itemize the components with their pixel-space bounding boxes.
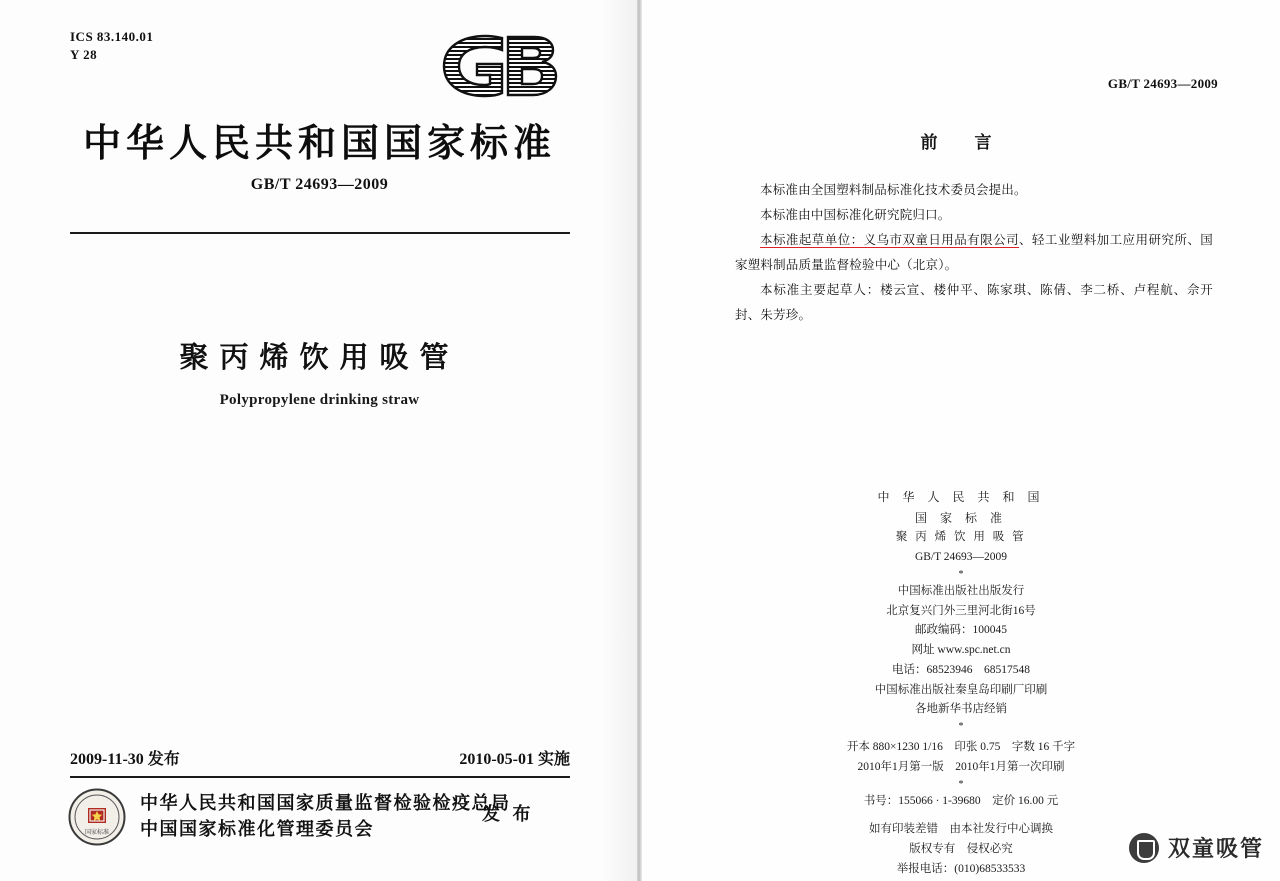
date-row	[70, 746, 570, 768]
running-header-standard-number: GB/T 24693—2009	[1107, 76, 1218, 91]
divider-bottom	[70, 776, 570, 778]
issuer-block	[140, 790, 511, 842]
colophon-line-14: 2010年1月第一版 2010年1月第一次印刷	[857, 760, 1065, 773]
brand-watermark	[1129, 832, 1264, 863]
colophon-line-1: 国 家 标 准	[914, 510, 1007, 525]
standard-number: GB/T 24693—2009	[250, 176, 389, 193]
colophon-line-12: *	[958, 721, 964, 733]
foreword-page	[642, 0, 1280, 881]
ics-block	[70, 28, 153, 63]
colophon-line-8: 网址 www.spc.net.cn	[911, 644, 1011, 657]
foreword-title: 前 言	[920, 133, 1002, 152]
page-title: 中华人民共和国国家标准	[82, 123, 556, 165]
divider-top	[70, 232, 570, 234]
implement-date: 2010-05-01 实施	[459, 751, 570, 768]
foreword-paragraph-authors: 本标准主要起草人：楼云宣、楼仲平、陈家琪、陈倩、李二桥、卢程航、佘开封、朱芳珍。	[735, 283, 1213, 322]
straw-logo-icon	[1129, 833, 1159, 863]
drafters-rest-text: 、轻工业塑料加工应用研究所、国家塑料制品质量监督检验中心（北京）。	[735, 233, 1213, 272]
colophon-line-17: 如有印装差错 由本社发行中心调换	[869, 823, 1053, 836]
issuer-line-2: 中国国家标准化管理委员会	[140, 819, 374, 840]
colophon-line-13: 开本 880×1230 1/16 印张 0.75 字数 16 千字	[846, 741, 1076, 754]
issuer-line-1: 中华人民共和国国家质量监督检验检疫总局	[140, 793, 511, 813]
colophon-line-6: 北京复兴门外三里河北街16号	[886, 604, 1036, 617]
publish-date: 2009-11-30 发布	[70, 751, 180, 768]
colophon-line-4: *	[958, 568, 964, 580]
foreword-paragraph-1: 本标准由全国塑料制品标准化技术委员会提出。	[760, 183, 1027, 197]
ics-code: ICS 83.140.01	[70, 29, 154, 44]
gb-logo-icon	[430, 30, 560, 102]
cover-page	[0, 0, 639, 881]
colophon-line-11: 各地新华书店经销	[915, 703, 1007, 716]
colophon-block	[642, 487, 1280, 880]
classification-code: Y 28	[70, 46, 98, 62]
colophon-line-10: 中国标准出版社秦皇岛印刷厂印刷	[874, 683, 1048, 696]
issue-label: 发 布	[482, 804, 535, 824]
highlighted-company-text: 本标准起草单位：义乌市双童日用品有限公司	[760, 233, 1019, 247]
colophon-line-0: 中 华 人 民 共 和 国	[877, 490, 1045, 504]
colophon-line-3: GB/T 24693—2009	[914, 551, 1008, 564]
document-title-en: Polypropylene drinking straw	[219, 392, 420, 408]
colophon-line-2: 聚 丙 烯 饮 用 吸 管	[895, 531, 1027, 544]
foreword-body	[735, 178, 1213, 328]
colophon-line-18: 版权专有 侵权必究	[909, 843, 1013, 856]
foreword-paragraph-drafters	[735, 228, 1213, 278]
colophon-line-5: 中国标准出版社出版发行	[897, 584, 1025, 597]
colophon-line-15: *	[958, 778, 964, 790]
national-emblem-icon	[68, 788, 126, 846]
document-title-cn: 聚丙烯饮用吸管	[179, 342, 460, 374]
colophon-line-16: 书号：155066 · 1-39680 定价 16.00 元	[863, 794, 1059, 807]
colophon-line-9: 电话：68523946 68517548	[892, 663, 1030, 676]
foreword-paragraph-2: 本标准由中国标准化研究院归口。	[760, 208, 951, 222]
colophon-line-19: 举报电话：(010)68533533	[896, 862, 1026, 875]
brand-name: 双童吸管	[1167, 836, 1264, 861]
svg-text:国家标准: 国家标准	[84, 830, 110, 836]
colophon-line-7: 邮政编码：100045	[915, 624, 1007, 637]
